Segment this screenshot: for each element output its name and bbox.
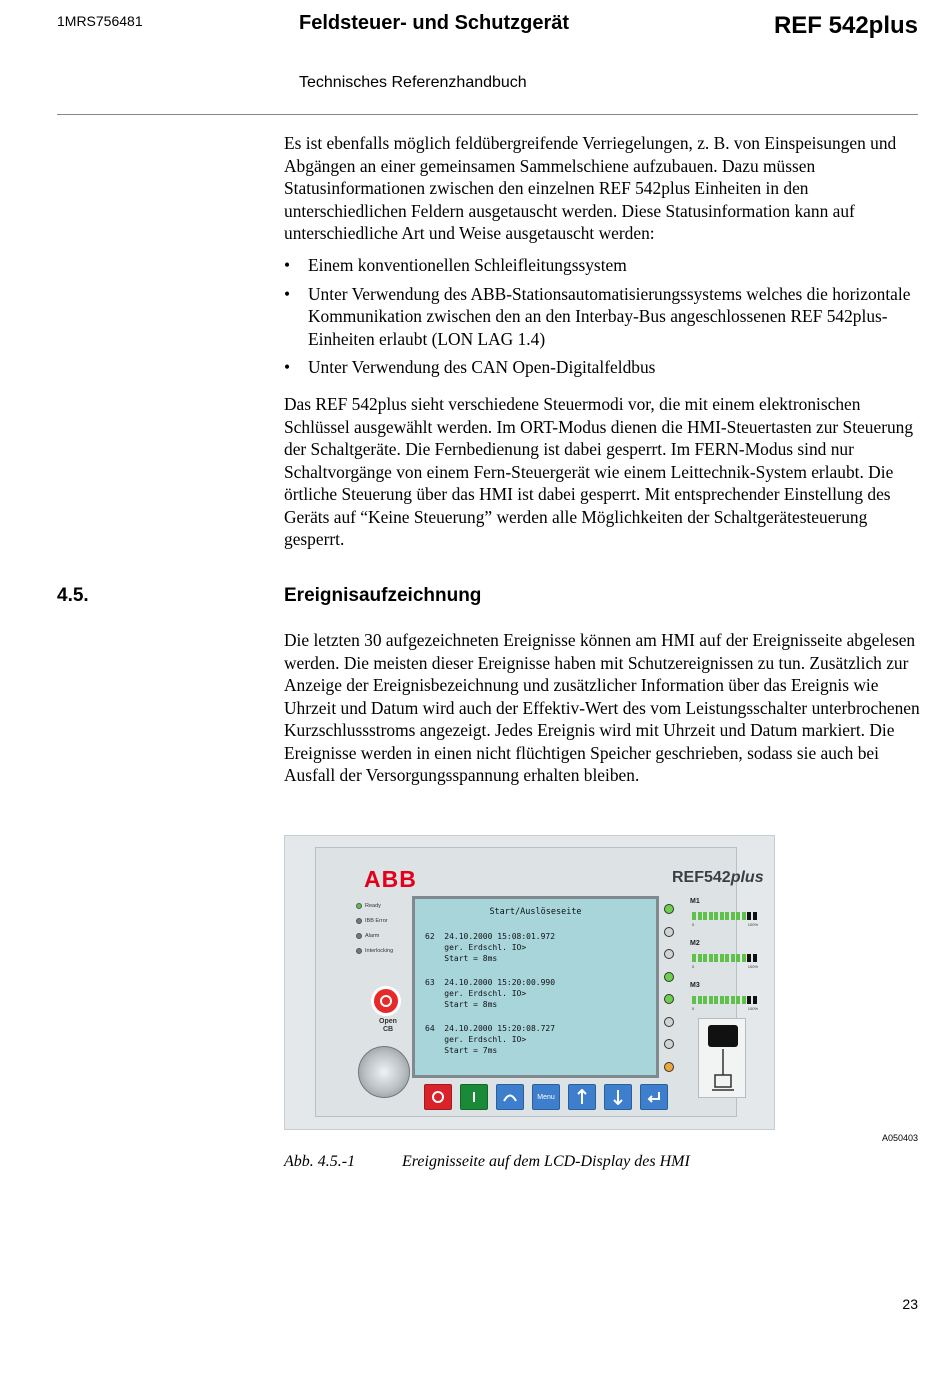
optical-port (698, 1018, 746, 1098)
led-icon (356, 948, 362, 954)
led-icon (664, 1039, 674, 1049)
led-ready: Ready (356, 898, 411, 913)
bullet-list (284, 254, 922, 385)
led-interlocking: Interlocking (356, 943, 411, 958)
led-alarm: Alarm (356, 928, 411, 943)
document-id: 1MRS756481 (57, 13, 143, 29)
figure-caption: Abb. 4.5.-1 Ereignisseite auf dem LCD-Display des HMI (284, 1153, 690, 1170)
paragraph-interlocking: Es ist ebenfalls möglich feldübergreifende Verriegelungen, z. B. von Einspeisungen und Abgängen an einer gemeinsamen Sammelschiene aufzubauen. Dazu müssen Statusinformationen zwischen den einzelnen REF 542plus Einheiten in den unterschiedlichen Feldern ausgetauscht werden. Diese Statusinformation kann auf unterschiedliche Art und Weise ausgetauscht werden: (284, 133, 897, 243)
led-icon (664, 927, 674, 937)
document-title: Feldsteuer- und Schutzgerät (299, 12, 570, 34)
device-model-label: REF542plus (672, 869, 764, 886)
list-item: • Unter Verwendung des ABB-Stationsautomatisierungssystems welches die horizontale Kommunikation zwischen den an den Interbay-Bus angeschlossenen REF 542plus-Einheiten erlaubt (LON LAG 1.4) (284, 283, 922, 351)
led-ibb-error: IBB Error (356, 913, 411, 928)
arrow-up-icon (568, 1084, 596, 1110)
menu-button: Menu (532, 1084, 560, 1110)
led-icon (664, 994, 674, 1004)
hmi-button-row (424, 1084, 676, 1110)
meter-bar (692, 996, 758, 1004)
led-icon (664, 972, 674, 982)
led-icon (664, 904, 674, 914)
header-rule (57, 114, 918, 115)
meter-m1: M1 0 100% (690, 898, 758, 927)
lcd-display (412, 896, 659, 1078)
meter-m3: M3 0 100% (690, 982, 758, 1011)
status-led-panel (356, 898, 411, 958)
figure-id: A050403 (881, 1133, 918, 1143)
list-item: • Einem konventionellen Schleifleitungssystem (284, 254, 922, 277)
paragraph-control-modes: Das REF 542plus sieht verschiedene Steuermodi vor, die mit einem elektronischen Schlüssel ausgewählt werden. Im ORT-Modus dienen die HMI-Steuertasten zur Steuerung der Schaltgeräte. Die Fernbedienung ist dabei gesperrt. Im FERN-Modus sind nur Schaltvorgänge von einem Fern-Steuergerät wie einem Leittechnik-System erlaubt. Die örtliche Steuerung über das HMI ist dabei gesperrt. Mit entsprechender Einstellung des Geräts auf “Keine Steuerung” werden alle Möglichkeiten der Schaltgerätesteuerung gesperrt. (284, 394, 914, 549)
device-front-panel (315, 847, 764, 1117)
paragraph-event-recording: Die letzten 30 aufgezeichneten Ereignisse können am HMI auf der Ereignisseite abgelesen werden. Die meisten dieser Ereignisse haben mit Schutzereignissen zu tun. Zusätzlich zur Anzeige der Ereignisbezeichnung und zusätzlicher Information über das Ereignis wie Uhrzeit und Datum wird auch der Effektiv-Wert des vom Leistungsschalter unterbrochenen Kurzschlussstroms angezeigt. Jedes Ereignis wird mit Uhrzeit und Datum markiert. Die Ereignisse werden in einen nicht flüchtigen Speicher geschrieben, sodass sie auch bei Ausfall der Versorgungsspannung erhalten bleiben. (284, 630, 920, 785)
event-entry: 64 24.10.2000 15:20:08.727 ger. Erdschl. IO> Start = 7ms (425, 1024, 556, 1055)
measurement-meters (690, 898, 765, 1024)
document-subtitle: Technisches Referenzhandbuch (299, 74, 527, 91)
page-number: 23 (902, 1296, 918, 1312)
side-led-column (664, 904, 676, 1084)
section-title: Ereignisaufzeichnung (284, 585, 482, 606)
open-button (424, 1084, 452, 1110)
arrow-down-icon (604, 1084, 632, 1110)
enter-icon (640, 1084, 668, 1110)
port-hole (708, 1025, 738, 1047)
list-item: • Unter Verwendung des CAN Open-Digitalfeldbus (284, 356, 922, 379)
abb-logo: ABB (364, 866, 417, 892)
led-icon (664, 1017, 674, 1027)
open-cb-button (371, 986, 401, 1016)
led-icon (356, 903, 362, 909)
event-entry: 62 24.10.2000 15:08:01.972 ger. Erdschl. IO> Start = 8ms (425, 932, 556, 963)
key-switch-icon (358, 1046, 410, 1098)
device-figure (284, 835, 775, 1130)
open-cb-label: Open CB (379, 1018, 397, 1033)
led-icon (356, 933, 362, 939)
lcd-title: Start/Auslöseseite (489, 907, 582, 917)
led-icon (664, 1062, 674, 1072)
led-icon (356, 918, 362, 924)
section-number: 4.5. (57, 585, 89, 606)
meter-bar (692, 912, 758, 920)
event-entry: 63 24.10.2000 15:20:00.990 ger. Erdschl. IO> Start = 8ms (425, 978, 556, 1009)
select-button (496, 1084, 524, 1110)
close-button (460, 1084, 488, 1110)
led-icon (664, 949, 674, 959)
meter-m2: M2 0 100% (690, 940, 758, 969)
computer-icon (710, 1049, 736, 1095)
product-name: REF 542plus (773, 12, 918, 39)
meter-bar (692, 954, 758, 962)
